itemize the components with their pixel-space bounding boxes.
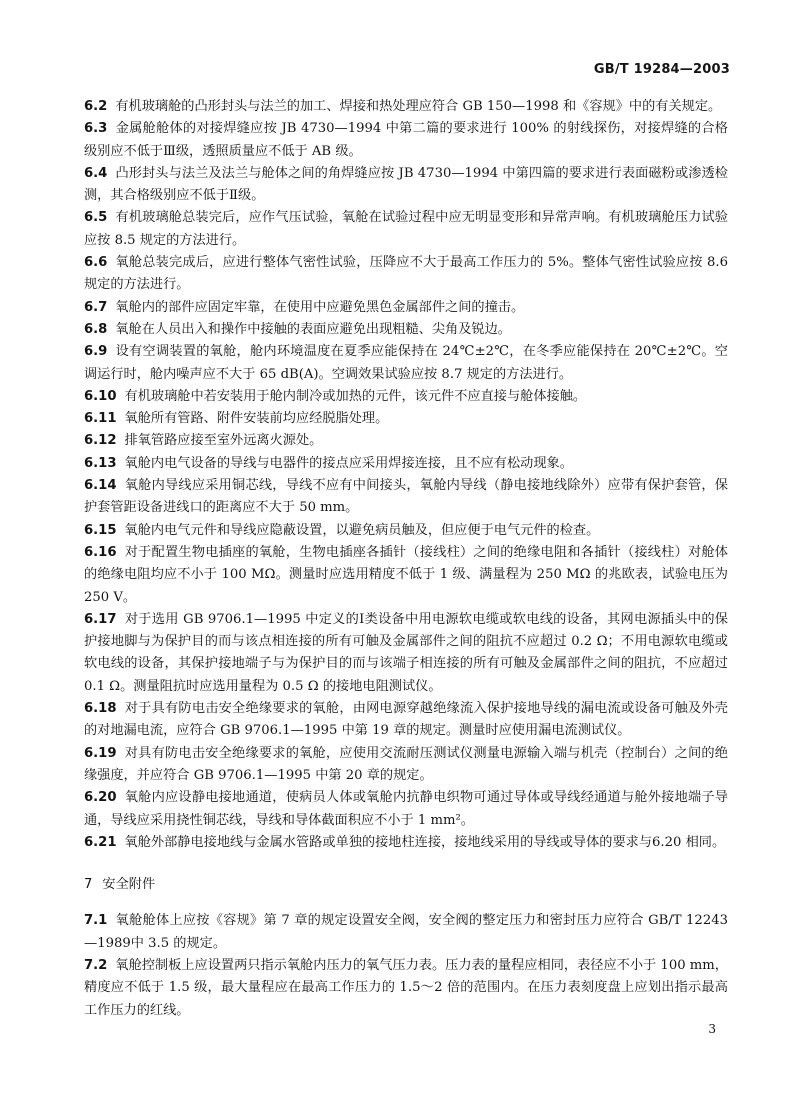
- section-7-title: 安全附件: [102, 877, 156, 893]
- clause-number: 6.20: [84, 790, 117, 806]
- clause: [84, 787, 728, 832]
- clause: [84, 163, 728, 208]
- clause-number: 6.6: [84, 255, 108, 271]
- clause-number: 6.15: [84, 522, 117, 538]
- clause-text: 氧舱内应设静电接地通道，使病员人体或氧舱内抗静电织物可通过导体或导线经通道与舱外接地端子导通，导线应采用挠性铜芯线，导线和导体截面积应不小于 1 mm²。: [84, 790, 728, 828]
- clause: [84, 319, 728, 341]
- clause: [84, 252, 728, 297]
- clause-number: 6.13: [84, 455, 117, 471]
- clause-text: 对于选用 GB 9706.1—1995 中定义的Ⅰ类设备中用电源软电缆或软电线的设备，其网电源插头中的保护接地脚与为保护目的而与该点相连接的所有可触及金属部件之间的阻抗不应超过 0.2 Ω；不用电源软电缆或软电线的设备，其保护接地端子与为保护目的而与该端子相连接的所有可触及金属部件之间的阻抗，不应超过 0.1 Ω。测量阻抗时应选用量程为 0.5 Ω 的接地电阻测试仪。: [84, 611, 728, 694]
- clause-text: 对具有防电击安全绝缘要求的氧舱，应使用交流耐压测试仪测量电源输入端与机壳（控制台）之间的绝缘强度，并应符合 GB 9706.1—1995 中第 20 章的规定。: [84, 745, 728, 783]
- clause: [84, 609, 728, 698]
- clause: [84, 408, 728, 430]
- clause-number: 6.9: [84, 344, 108, 360]
- clause-number: 6.12: [84, 433, 117, 449]
- section-7-heading: [84, 874, 728, 896]
- clause: [84, 955, 728, 1022]
- clause-number: 6.17: [84, 611, 117, 627]
- clause-text: 氧舱所有管路、附件安装前均应经脱脂处理。: [124, 411, 389, 427]
- clause: [84, 743, 728, 788]
- clause-text: 氧舱在人员出入和操作中接触的表面应避免出现粗糙、尖角及锐边。: [115, 321, 511, 337]
- clause-text: 氧舱内的部件应固定牢靠，在使用中应避免黑色金属部件之间的撞击。: [115, 299, 525, 315]
- clause-number: 6.18: [84, 701, 117, 717]
- clause: [84, 96, 728, 118]
- clause-number: 6.16: [84, 544, 117, 560]
- clause-number: 6.14: [84, 478, 117, 494]
- clause-text: 金属舱舱体的对接焊缝应按 JB 4730—1994 中第二篇的要求进行 100% 的射线探伤，对接焊缝的合格级别应不低于Ⅲ级，透照质量应不低于 AB 级。: [84, 121, 728, 159]
- clause: [84, 297, 728, 319]
- clause-text: 凸形封头与法兰及法兰与舱体之间的角焊缝应按 JB 4730—1994 中第四篇的要求进行表面磁粉或渗透检测，其合格级别应不低于Ⅱ级。: [84, 165, 728, 204]
- clause-number: 6.5: [84, 210, 108, 226]
- clause-number: 6.4: [84, 165, 108, 181]
- clause-number: 7.1: [84, 913, 108, 929]
- clause-text: 有机玻璃舱中若安装用于舱内制冷或加热的元件，该元件不应直接与舱体接触。: [124, 388, 587, 404]
- clause-text: 有机玻璃舱总装完后，应作气压试验，氧舱在试验过程中应无明显变形和异常声响。有机玻璃舱压力试验应按 8.5 规定的方法进行。: [84, 210, 728, 248]
- clause-text: 氧舱内电气设备的导线与电器件的接点应采用焊接连接，且不应有松动现象。: [124, 455, 573, 471]
- section-7-number: 7: [84, 877, 93, 893]
- clause: [84, 542, 728, 609]
- clause: [84, 341, 728, 386]
- clause-text: 氧舱外部静电接地线与金属水管路或单独的接地柱连接，接地线采用的导线或导体的要求与6.20 相同。: [124, 834, 726, 850]
- clause: [84, 386, 728, 408]
- clause: [84, 698, 728, 743]
- clause-number: 7.2: [84, 957, 108, 973]
- clause-number: 6.8: [84, 321, 108, 337]
- clause-text: 氧舱控制板上应设置两只指示氧舱内压力的氧气压力表。压力表的量程应相同，表径应不小于 100 mm，精度应不低于 1.5 级，最大量程应在最高工作压力的 1.5～2 倍的范围内。在压力表刻度盘上应划出指示最高工作压力的红线。: [84, 957, 728, 1018]
- clause-text: 排氧管路应接至室外远离火源处。: [124, 433, 323, 449]
- clause-text: 氧舱内电气元件和导线应隐蔽设置，以避免病员触及，但应便于电气元件的检查。: [124, 522, 600, 538]
- clause-text: 氧舱舱体上应按《容规》第 7 章的规定设置安全阀，安全阀的整定压力和密封压力应符合 GB/T 12243—1989中 3.5 的规定。: [84, 913, 728, 951]
- clause-text: 氧舱内导线应采用铜芯线，导线不应有中间接头，氧舱内导线（静电接地线除外）应带有保护套管，保护套管距设备进线口的距离应不大于 50 mm。: [84, 478, 728, 516]
- clause-number: 6.10: [84, 388, 117, 404]
- clause: [84, 430, 728, 452]
- clause: [84, 832, 728, 854]
- clause-text: 设有空调装置的氧舱，舱内环境温度在夏季应能保持在 24℃±2℃，在冬季应能保持在 20℃±2℃。空调运行时，舱内噪声应不大于 65 dB(A)。空调效果试验应按 8.7 规定的方法进行。: [84, 344, 728, 382]
- clause-number: 6.7: [84, 299, 108, 315]
- standard-code: GB/T 19284—2003: [593, 62, 730, 77]
- clause: [84, 453, 728, 475]
- page-number: 3: [708, 1022, 716, 1036]
- section-7-clauses: [84, 910, 728, 1021]
- clause-text: 有机玻璃舱的凸形封头与法兰的加工、焊接和热处理应符合 GB 150—1998 和《容规》中的有关规定。: [115, 99, 722, 114]
- clause-number: 6.21: [84, 834, 117, 850]
- clause-number: 6.3: [84, 121, 108, 137]
- section-6-clauses: [84, 96, 728, 854]
- clause: [84, 207, 728, 252]
- clause: [84, 910, 728, 955]
- clause: [84, 520, 728, 542]
- clause-text: 氧舱总装完成后，应进行整体气密性试验，压降应不大于最高工作压力的 5%。整体气密性试验应按 8.6 规定的方法进行。: [84, 255, 728, 293]
- document-body: [84, 96, 728, 1022]
- clause-text: 对于具有防电击安全绝缘要求的氧舱，由网电源穿越绝缘流入保护接地导线的漏电流或设备可触及外壳的对地漏电流，应符合 GB 9706.1—1995 中第 19 章的规定。测量时应使用漏电流测试仪。: [84, 701, 728, 739]
- clause: [84, 475, 728, 520]
- clause-number: 6.11: [84, 411, 117, 427]
- clause-number: 6.2: [84, 99, 108, 114]
- clause: [84, 118, 728, 163]
- clause-text: 对于配置生物电插座的氧舱，生物电插座各插针（接线柱）之间的绝缘电阻和各插针（接线柱）对舱体的绝缘电阻均应不小于 100 MΩ。测量时应选用精度不低于 1 级、满量程为 250 MΩ 的兆欧表，试验电压为 250 V。: [84, 544, 728, 605]
- clause-number: 6.19: [84, 745, 117, 761]
